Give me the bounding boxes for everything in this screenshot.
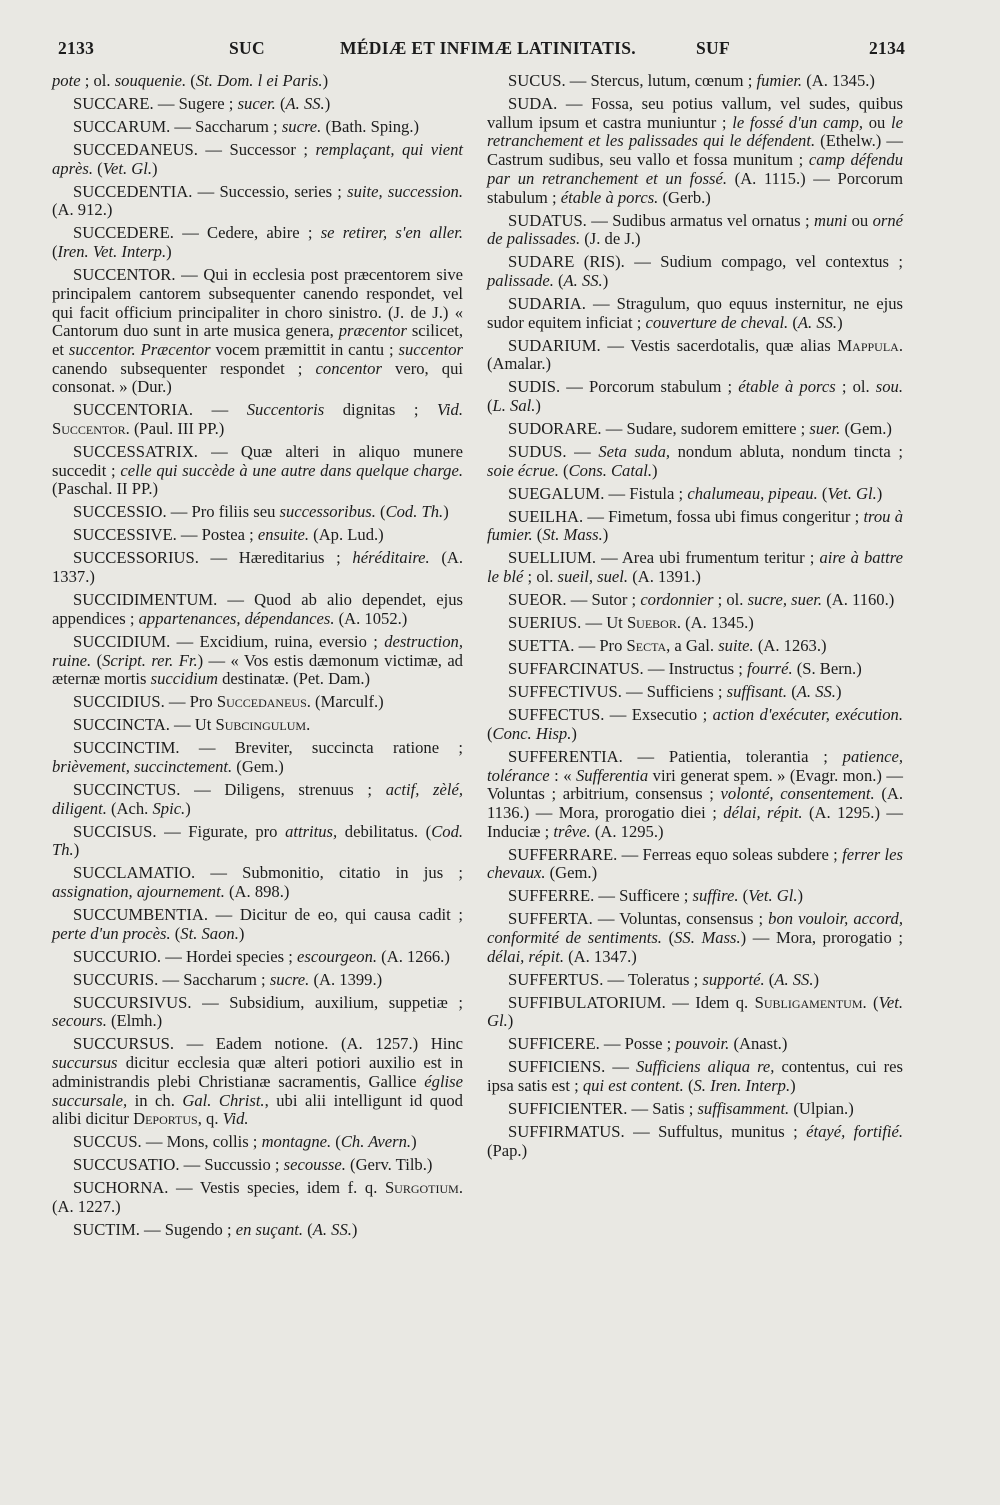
dictionary-entry: SUCCIDIMENTUM. — Quod ab alio dependet, ejus appendices ; appartenances, dépendances. (A. 1052.) bbox=[52, 590, 463, 628]
dictionary-entry: SUCCURIS. — Saccharum ; sucre. (A. 1399.) bbox=[73, 969, 383, 989]
dictionary-entry: SUEILHA. — Fimetum, fossa ubi fimus congeritur ; trou à fumier. (St. Mass.) bbox=[487, 506, 903, 545]
dictionary-entry: SUDORARE. — Sudare, sudorem emittere ; suer. (Gem.) bbox=[508, 419, 892, 439]
dictionary-entry: SUCTIM. — Sugendo ; en suçant. (A. SS.) bbox=[73, 1219, 358, 1239]
dictionary-entry: SUCCESSATRIX. — Quæ alteri in aliquo munere succedit ; celle qui succède à une autre dans quelque charge. (Paschal. II PP.) bbox=[52, 442, 463, 499]
dictionary-entry: SUCHORNA. — Vestis species, idem f. q. Surgotium. (A. 1227.) bbox=[52, 1178, 463, 1216]
dictionary-entry: SUCUS. — Stercus, lutum, cœnum ; fumier. (A. 1345.) bbox=[508, 71, 875, 90]
dictionary-entry: SUDIS. — Porcorum stabulum ; étable à porcs ; ol. sou. (L. Sal.) bbox=[487, 377, 903, 416]
dictionary-entry: SUCCUS. — Mons, collis ; montagne. (Ch. Avern.) bbox=[73, 1132, 417, 1152]
dictionary-entry: SUDARIUM. — Vestis sacerdotalis, quæ alias Mappula. (Amalar.) bbox=[487, 335, 903, 374]
dictionary-entry: SUCCARE. — Sugere ; sucer. (A. SS.) bbox=[73, 94, 331, 113]
dictionary-entry: SUFFIBULATORIUM. — Idem q. Subligamentum. (Vet. Gl.) bbox=[487, 992, 903, 1031]
dictionary-entry: SUDATUS. — Sudibus armatus vel ornatus ; muni ou orné de palissades. (J. de J.) bbox=[487, 210, 904, 249]
dictionary-entry: SUCCESSORIUS. — Hæreditarius ; héréditaire. (A. 1337.) bbox=[52, 548, 463, 587]
dictionary-entry: SUCCIDIUS. — Pro Succedaneus. (Marculf.) bbox=[73, 692, 384, 712]
dictionary-entry: SUCCEDENTIA. — Successio, series ; suite, succession. (A. 912.) bbox=[52, 181, 463, 220]
dictionary-entry: SUCCINCTIM. — Breviter, succincta ratione ; brièvement, succinctement. (Gem.) bbox=[52, 738, 463, 776]
dictionary-entry: SUDA. — Fossa, seu potius vallum, vel sudes, quibus vallum ipsum et castra muniuntur ; le fossé d'un camp, ou le retranchement et les palissades qui le défendent. (Ethelw.) — Castrum sudibus, seu vallo et fossa munitum ; camp défendu par un retranchement et un fossé. (A. 1115.) — Porcorum stabulum ; étable à porcs. (Gerb.) bbox=[487, 94, 903, 207]
dictionary-entry: SUCCURSUS. — Eadem notione. (A. 1257.) Hinc succursus dicitur ecclesia quæ alteri potiori auxilio est in administrandis plebi Christianæ sacramentis, Gallice église succursale, in ch. Gal. Christ., ubi alii intelligunt id quod alibi dicitur Deportus, q. Vid. bbox=[52, 1034, 463, 1129]
left-column bbox=[52, 72, 463, 1244]
dictionary-entry: SUFFICIENTER. — Satis ; suffisamment. (Ulpian.) bbox=[508, 1099, 854, 1119]
dictionary-entry: SUCCEDANEUS. — Successor ; remplaçant, qui vient après. (Vet. Gl.) bbox=[52, 140, 463, 178]
right-catchword: SUF bbox=[696, 38, 730, 58]
running-title: MÉDIÆ ET INFIMÆ LATINITATIS. bbox=[340, 38, 636, 58]
dictionary-entry: SUFFARCINATUS. — Instructus ; fourré. (S. Bern.) bbox=[508, 659, 862, 679]
dictionary-entry: SUELLIUM. — Area ubi frumentum teritur ; aire à battre le blé ; ol. sueil, suel. (A. 1391.) bbox=[487, 548, 903, 587]
dictionary-entry: SUCCISUS. — Figurate, pro attritus, debilitatus. (Cod. Th.) bbox=[52, 821, 464, 860]
dictionary-entry: SUETTA. — Pro Secta, a Gal. suite. (A. 1263.) bbox=[508, 636, 827, 656]
left-page-number: 2133 bbox=[58, 38, 95, 58]
dictionary-entry: SUERIUS. — Ut Suebor. (A. 1345.) bbox=[508, 613, 754, 633]
dictionary-entry: SUCCEDERE. — Cedere, abire ; se retirer, s'en aller. (Iren. Vet. Interp.) bbox=[52, 223, 463, 262]
dictionary-entry: SUCCURIO. — Hordei species ; escourgeon. (A. 1266.) bbox=[73, 946, 450, 966]
dictionary-entry: SUCCUSATIO. — Succussio ; secousse. (Gerv. Tilb.) bbox=[73, 1155, 433, 1175]
dictionary-entry: SUEGALUM. — Fistula ; chalumeau, pipeau. (Vet. Gl.) bbox=[508, 483, 883, 503]
page-header bbox=[0, 38, 1000, 68]
left-catchword: SUC bbox=[229, 38, 265, 58]
dictionary-entry: SUCCURSIVUS. — Subsidium, auxilium, suppetiæ ; secours. (Elmh.) bbox=[52, 992, 463, 1031]
dictionary-entry: SUFFICIENS. — Sufficiens aliqua re, contentus, cui res ipsa satis est ; qui est content. (S. Iren. Interp.) bbox=[487, 1057, 903, 1096]
dictionary-entry: SUDUS. — Seta suda, nondum abluta, nondum tincta ; soie écrue. (Cons. Catal.) bbox=[487, 442, 903, 480]
dictionary-entry: SUCCENTOR. — Qui in ecclesia post præcentorem sive principalem cantorem subsequenter canendo respondet, vel qui facit officium principaliter in choro sinistro. (J. de J.) « Cantorum duo sunt in arte musica genera, præcentor scilicet, et succentor. Præcentor vocem præmittit in cantu ; succentor canendo subsequenter respondet ; concentor vero, qui consonat. » (Dur.) bbox=[52, 265, 463, 397]
dictionary-entry: SUFFERENTIA. — Patientia, tolerantia ; patience, tolérance : « Sufferentia viri generat spem. » (Evagr. mon.) — Voluntas ; arbitrium, consensus ; volonté, consentement. (A. 1136.) — Mora, prorogatio diei ; délai, répit. (A. 1295.) — Induciæ ; trêve. (A. 1295.) bbox=[487, 746, 904, 841]
dictionary-entry: SUCCIDIUM. — Excidium, ruina, eversio ; destruction, ruine. (Script. rer. Fr.) — « Vos estis dæmonum victimæ, ad æternæ mortis succidium destinatæ. (Pet. Dam.) bbox=[52, 631, 463, 689]
right-page-number: 2134 bbox=[869, 38, 906, 58]
right-column bbox=[487, 72, 903, 1165]
dictionary-entry: SUCCUMBENTIA. — Dicitur de eo, qui causa cadit ; perte d'un procès. (St. Saon.) bbox=[52, 905, 463, 943]
dictionary-entry: SUFFICERE. — Posse ; pouvoir. (Anast.) bbox=[508, 1034, 788, 1054]
dictionary-entry: SUCCINCTUS. — Diligens, strenuus ; actif, zèlé, diligent. (Ach. Spic.) bbox=[52, 779, 463, 818]
dictionary-entry: SUFFERRE. — Sufficere ; suffire. (Vet. Gl.) bbox=[508, 886, 804, 906]
dictionary-entry: SUEOR. — Sutor ; cordonnier ; ol. sucre, suer. (A. 1160.) bbox=[508, 590, 895, 610]
dictionary-entry: SUCCENTORIA. — Succentoris dignitas ; Vid. Succentor. (Paul. III PP.) bbox=[52, 400, 463, 439]
dictionary-entry: SUFFERTUS. — Toleratus ; supporté. (A. SS.) bbox=[508, 969, 820, 989]
dictionary-entry: SUFFIRMATUS. — Suffultus, munitus ; étayé, fortifié. (Pap.) bbox=[487, 1122, 903, 1160]
dictionary-entry: SUFFERRARE. — Ferreas equo soleas subdere ; ferrer les chevaux. (Gem.) bbox=[487, 844, 903, 883]
dictionary-entry: SUFFERTA. — Voluntas, consensus ; bon vouloir, accord, conformité de sentiments. (SS. Mass.) — Mora, prorogatio ; délai, répit. (A. 1347.) bbox=[487, 909, 903, 966]
dictionary-entry: SUCCESSIO. — Pro filiis seu successoribus. (Cod. Th.) bbox=[73, 502, 449, 522]
dictionary-entry: SUCCESSIVE. — Postea ; ensuite. (Ap. Lud.) bbox=[73, 525, 384, 545]
dictionary-entry: SUCCINCTA. — Ut Subcingulum. bbox=[73, 715, 311, 735]
dictionary-entry: SUFFECTIVUS. — Sufficiens ; suffisant. (A. SS.) bbox=[508, 682, 842, 702]
dictionary-entry: SUCCLAMATIO. — Submonitio, citatio in jus ; assignation, ajournement. (A. 898.) bbox=[52, 863, 463, 902]
dictionary-entry: SUCCARUM. — Saccharum ; sucre. (Bath. Sping.) bbox=[73, 117, 420, 136]
dictionary-entry: SUDARIA. — Stragulum, quo equus insternitur, ne ejus sudor equitem inficiat ; couverture de cheval. (A. SS.) bbox=[487, 293, 903, 332]
dictionary-entry: SUDARE (RIS). — Sudium compago, vel contextus ; palissade. (A. SS.) bbox=[487, 252, 903, 290]
dictionary-entry: pote ; ol. souquenie. (St. Dom. l ei Paris.) bbox=[52, 71, 329, 90]
dictionary-entry: SUFFECTUS. — Exsecutio ; action d'exécuter, exécution. (Conc. Hisp.) bbox=[487, 705, 903, 743]
